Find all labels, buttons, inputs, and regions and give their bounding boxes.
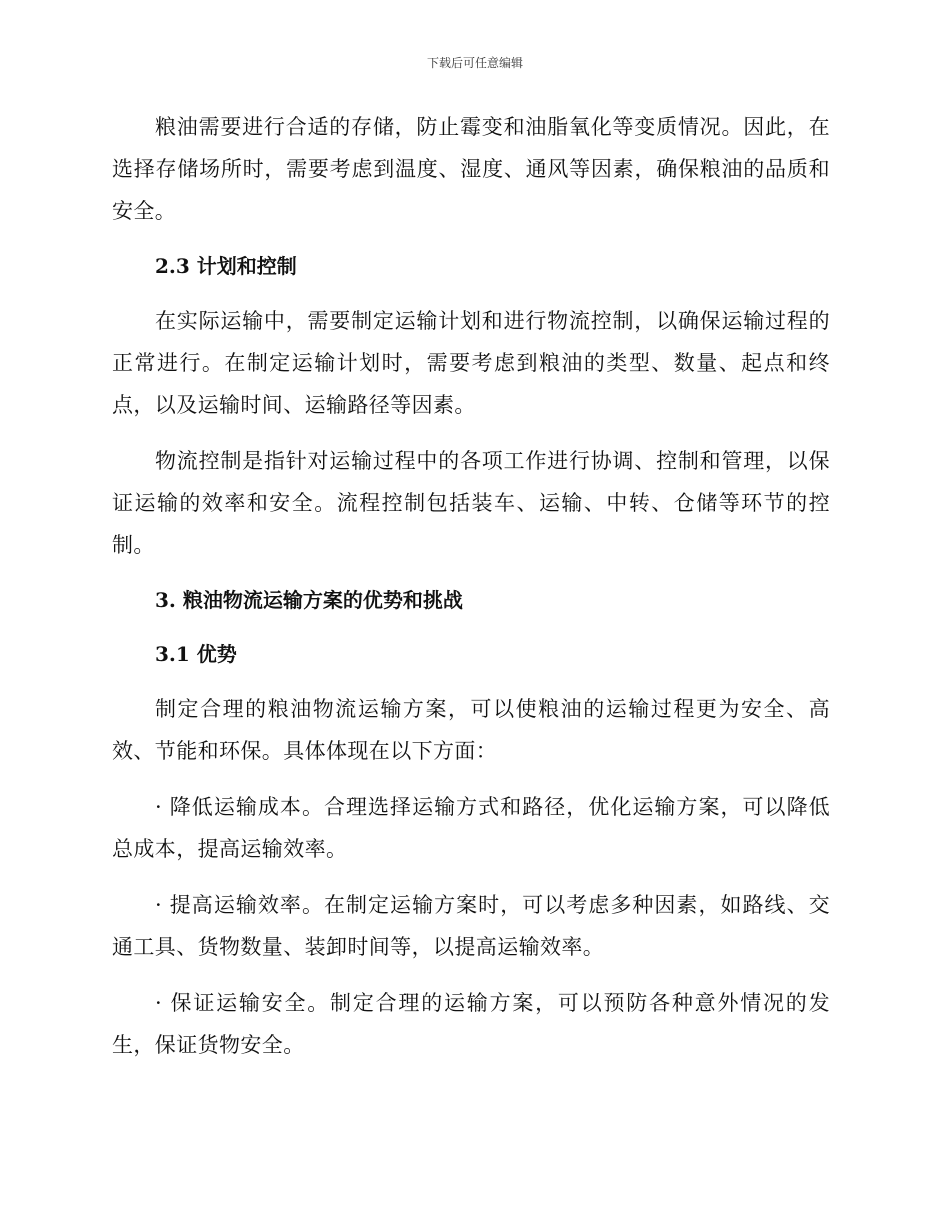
page-header: 下载后可任意编辑 (426, 56, 523, 70)
document-body (112, 106, 830, 1080)
bullet-item-improve-efficiency: · 提高运输效率。在制定运输方案时，可以考虑多种因素，如路线、交通工具、货物数量、装卸时间等，以提高运输效率。 (112, 893, 830, 959)
paragraph-advantages-intro: 制定合理的粮油物流运输方案，可以使粮油的运输过程更为安全、高效、节能和环保。具体体现在以下方面： (112, 697, 830, 763)
section-heading-2-3: 2.3 计划和控制 (155, 254, 297, 278)
paragraph-logistics-control: 物流控制是指针对运输过程中的各项工作进行协调、控制和管理，以保证运输的效率和安全。流程控制包括装车、运输、中转、仓储等环节的控制。 (112, 449, 830, 557)
section-heading-3-1: 3.1 优势 (155, 642, 237, 666)
section-heading-3: 3. 粮油物流运输方案的优势和挑战 (155, 588, 463, 612)
paragraph-storage: 粮油需要进行合适的存储，防止霉变和油脂氧化等变质情况。因此，在选择存储场所时，需要考虑到温度、湿度、通风等因素，确保粮油的品质和安全。 (112, 115, 830, 223)
bullet-item-reduce-cost: · 降低运输成本。合理选择运输方式和路径，优化运输方案，可以降低总成本，提高运输效率。 (112, 795, 830, 861)
paragraph-planning: 在实际运输中，需要制定运输计划和进行物流控制，以确保运输过程的正常进行。在制定运输计划时，需要考虑到粮油的类型、数量、起点和终点，以及运输时间、运输路径等因素。 (112, 309, 830, 417)
bullet-item-ensure-safety: · 保证运输安全。制定合理的运输方案，可以预防各种意外情况的发生，保证货物安全。 (112, 991, 830, 1057)
